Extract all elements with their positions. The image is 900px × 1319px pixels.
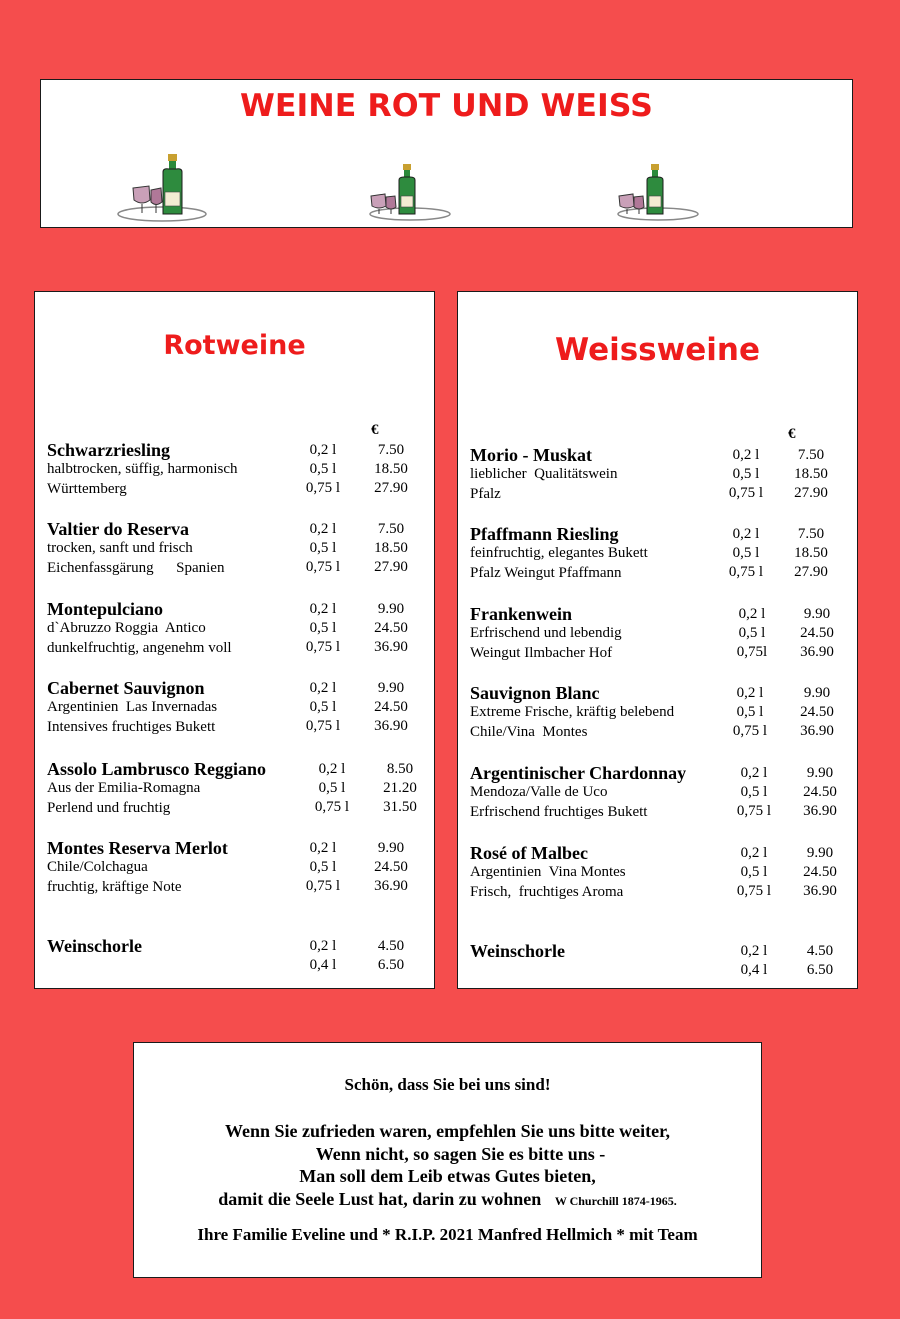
wine-size: 0,75 l bbox=[728, 564, 764, 580]
wine-size: 0,2 l bbox=[309, 442, 337, 458]
wine-description: d`Abruzzo Roggia Antico bbox=[47, 620, 206, 636]
wine-price: 18.50 bbox=[794, 466, 828, 482]
wine-size: 0,5 l bbox=[732, 466, 760, 482]
header-box bbox=[40, 79, 853, 228]
wine-size: 0,2 l bbox=[318, 761, 346, 777]
wine-price: 8.50 bbox=[386, 761, 414, 777]
wine-description: Perlend und fruchtig bbox=[47, 799, 171, 816]
wine-description: Aus der Emilia-Romagna bbox=[47, 780, 201, 796]
wine-description: Argentinien Vina Montes bbox=[470, 864, 626, 880]
wine-name: Morio - Muskat bbox=[470, 445, 592, 465]
wine-price: 6.50 bbox=[806, 962, 834, 978]
wine-price: 31.50 bbox=[383, 799, 417, 815]
wine-price: 24.50 bbox=[800, 625, 834, 641]
wine-size: 0,5 l bbox=[318, 780, 346, 796]
wine-size: 0,5 l bbox=[732, 545, 760, 561]
wine-size: 0,2 l bbox=[309, 521, 337, 537]
wine-size: 0,75 l bbox=[736, 883, 772, 899]
wine-price: 36.90 bbox=[374, 718, 408, 734]
wine-price: 24.50 bbox=[803, 864, 837, 880]
wine-size: 0,5 l bbox=[309, 859, 337, 875]
wine-description: trocken, sanft und frisch bbox=[47, 540, 193, 556]
weissweine-panel bbox=[457, 291, 858, 989]
wine-name: Assolo Lambrusco Reggiano bbox=[47, 759, 267, 779]
wine-entry bbox=[470, 844, 857, 902]
wine-size: 0,2 l bbox=[309, 840, 337, 856]
wine-size: 0,2 l bbox=[740, 845, 768, 861]
wine-price: 27.90 bbox=[374, 559, 408, 575]
wine-description: Argentinien Las Invernadas bbox=[47, 699, 218, 715]
wine-description: Pfalz bbox=[470, 485, 501, 502]
wine-description: Württemberg bbox=[47, 480, 127, 497]
wine-price: 27.90 bbox=[374, 480, 408, 496]
wine-description: Extreme Frische, kräftig belebend bbox=[470, 704, 675, 720]
footer-box bbox=[133, 1042, 762, 1278]
wine-size: 0,5 l bbox=[740, 784, 768, 800]
wine-price: 36.90 bbox=[803, 883, 837, 899]
wine-description: lieblicher Qualitätswein bbox=[470, 466, 618, 482]
quote-line-1: Man soll dem Leib etwas Gutes bieten, bbox=[299, 1166, 596, 1186]
wine-description: fruchtig, kräftige Note bbox=[47, 878, 182, 895]
wine-entry bbox=[470, 605, 857, 663]
wine-size: 0,2 l bbox=[309, 938, 337, 954]
wine-entry bbox=[47, 600, 434, 658]
wine-price: 18.50 bbox=[374, 540, 408, 556]
wine-description: Eichenfassgärung Spanien bbox=[47, 559, 225, 576]
rotweine-panel bbox=[34, 291, 435, 989]
wine-description: Weingut Ilmbacher Hof bbox=[470, 644, 613, 661]
wine-price: 36.90 bbox=[374, 878, 408, 894]
wine-size: 0,5 l bbox=[738, 625, 766, 641]
wine-price: 4.50 bbox=[806, 943, 834, 959]
recommendation-line: Wenn Sie zufrieden waren, empfehlen Sie uns bitte weiter, bbox=[225, 1121, 670, 1141]
wine-size: 0,75 l bbox=[305, 718, 341, 734]
wine-entry bbox=[47, 839, 434, 897]
wine-size: 0,5 l bbox=[309, 620, 337, 636]
wine-description: Pfalz Weingut Pfaffmann bbox=[470, 564, 622, 581]
wine-name: Weinschorle bbox=[47, 936, 142, 956]
wine-size: 0,2 l bbox=[736, 685, 764, 701]
weissweine-heading: Weissweine bbox=[554, 332, 761, 368]
wine-entry bbox=[47, 679, 434, 737]
wine-bottle-with-glasses-icon bbox=[107, 150, 217, 222]
page-title: WEINE ROT UND WEISS bbox=[240, 88, 653, 124]
quote-author: W Churchill 1874-1965. bbox=[554, 1194, 677, 1208]
wine-entry bbox=[47, 760, 434, 818]
wine-price: 27.90 bbox=[794, 564, 828, 580]
wine-bottle-with-glasses-icon bbox=[603, 150, 713, 222]
wine-price: 6.50 bbox=[377, 957, 405, 973]
wine-description: Erfrischend fruchtiges Bukett bbox=[470, 803, 648, 820]
wine-price: 9.90 bbox=[377, 840, 405, 856]
wine-size: 0,75l bbox=[736, 644, 768, 660]
wine-name: Valtier do Reserva bbox=[47, 519, 189, 539]
wine-size: 0,5 l bbox=[309, 540, 337, 556]
wine-size: 0,75 l bbox=[305, 480, 341, 496]
wine-name: Montes Reserva Merlot bbox=[47, 838, 228, 858]
wine-price: 36.90 bbox=[803, 803, 837, 819]
wine-size: 0,2 l bbox=[732, 526, 760, 542]
wine-price: 7.50 bbox=[797, 526, 825, 542]
wine-size: 0,4 l bbox=[740, 962, 768, 978]
wine-description: Erfrischend und lebendig bbox=[470, 625, 622, 641]
wine-price: 36.90 bbox=[374, 639, 408, 655]
signature-text: Ihre Familie Eveline und * R.I.P. 2021 Manfred Hellmich * mit Team bbox=[197, 1225, 698, 1244]
rotweine-heading: Rotweine bbox=[163, 330, 306, 361]
wine-name: Rosé of Malbec bbox=[470, 843, 588, 863]
wine-size: 0,75 l bbox=[305, 559, 341, 575]
wine-size: 0,2 l bbox=[740, 943, 768, 959]
wine-entry bbox=[47, 936, 434, 973]
wine-price: 7.50 bbox=[377, 442, 405, 458]
wine-size: 0,2 l bbox=[738, 606, 766, 622]
wine-description: Mendoza/Valle de Uco bbox=[470, 784, 608, 800]
currency-label: € bbox=[788, 426, 796, 442]
wine-price: 9.90 bbox=[377, 601, 405, 617]
wine-price: 24.50 bbox=[374, 620, 408, 636]
wine-entry bbox=[470, 684, 857, 742]
wine-size: 0,5 l bbox=[736, 704, 764, 720]
wine-name: Cabernet Sauvignon bbox=[47, 678, 205, 698]
wine-price: 36.90 bbox=[800, 723, 834, 739]
wine-name: Pfaffmann Riesling bbox=[470, 524, 619, 544]
quote-line-2 bbox=[134, 1189, 761, 1210]
feedback-line: Wenn nicht, so sagen Sie es bitte uns - bbox=[315, 1144, 606, 1164]
wine-entry bbox=[470, 525, 857, 583]
wine-size: 0,75 l bbox=[736, 803, 772, 819]
wine-size: 0,5 l bbox=[309, 461, 337, 477]
wine-description: Chile/Colchagua bbox=[47, 859, 148, 875]
wine-size: 0,75 l bbox=[305, 639, 341, 655]
wine-name: Sauvignon Blanc bbox=[470, 683, 600, 703]
wine-size: 0,4 l bbox=[309, 957, 337, 973]
wine-price: 9.90 bbox=[806, 845, 834, 861]
wine-size: 0,75 l bbox=[728, 485, 764, 501]
wine-price: 27.90 bbox=[794, 485, 828, 501]
wine-size: 0,2 l bbox=[732, 447, 760, 463]
wine-price: 9.90 bbox=[377, 680, 405, 696]
wine-size: 0,2 l bbox=[740, 765, 768, 781]
wine-description: Frisch, fruchtiges Aroma bbox=[470, 883, 624, 900]
wine-name: Weinschorle bbox=[470, 941, 565, 961]
wine-entry bbox=[470, 446, 857, 504]
wine-entry bbox=[470, 764, 857, 822]
wine-price: 24.50 bbox=[800, 704, 834, 720]
wine-price: 9.90 bbox=[803, 606, 831, 622]
wine-description: feinfruchtig, elegantes Bukett bbox=[470, 545, 648, 561]
wine-description: Intensives fruchtiges Bukett bbox=[47, 718, 216, 735]
wine-entry bbox=[47, 441, 434, 499]
wine-price: 7.50 bbox=[797, 447, 825, 463]
wine-size: 0,5 l bbox=[740, 864, 768, 880]
wine-name: Montepulciano bbox=[47, 599, 164, 619]
wine-price: 21.20 bbox=[383, 780, 417, 796]
greeting-text: Schön, dass Sie bei uns sind! bbox=[344, 1075, 551, 1094]
wine-size: 0,5 l bbox=[309, 699, 337, 715]
wine-name: Frankenwein bbox=[470, 604, 573, 624]
wine-price: 24.50 bbox=[374, 699, 408, 715]
wine-description: Chile/Vina Montes bbox=[470, 723, 588, 740]
wine-price: 18.50 bbox=[374, 461, 408, 477]
wine-name: Schwarzriesling bbox=[47, 440, 170, 460]
wine-price: 7.50 bbox=[377, 521, 405, 537]
quote-text: damit die Seele Lust hat, darin zu wohnen bbox=[218, 1189, 542, 1209]
wine-size: 0,2 l bbox=[309, 601, 337, 617]
wine-description: halbtrocken, süffig, harmonisch bbox=[47, 461, 238, 477]
wine-price: 24.50 bbox=[803, 784, 837, 800]
wine-price: 9.90 bbox=[803, 685, 831, 701]
wine-price: 9.90 bbox=[806, 765, 834, 781]
wine-price: 18.50 bbox=[794, 545, 828, 561]
wine-price: 24.50 bbox=[374, 859, 408, 875]
wine-size: 0,75 l bbox=[305, 878, 341, 894]
wine-size: 0,75 l bbox=[732, 723, 768, 739]
wine-price: 36.90 bbox=[800, 644, 834, 660]
wine-size: 0,75 l bbox=[314, 799, 350, 815]
wine-bottle-with-glasses-icon bbox=[355, 150, 465, 222]
wine-entry bbox=[47, 520, 434, 578]
wine-entry bbox=[470, 941, 857, 978]
wine-name: Argentinischer Chardonnay bbox=[470, 763, 687, 783]
wine-size: 0,2 l bbox=[309, 680, 337, 696]
currency-label: € bbox=[371, 422, 379, 438]
wine-description: dunkelfruchtig, angenehm voll bbox=[47, 639, 232, 656]
wine-price: 4.50 bbox=[377, 938, 405, 954]
